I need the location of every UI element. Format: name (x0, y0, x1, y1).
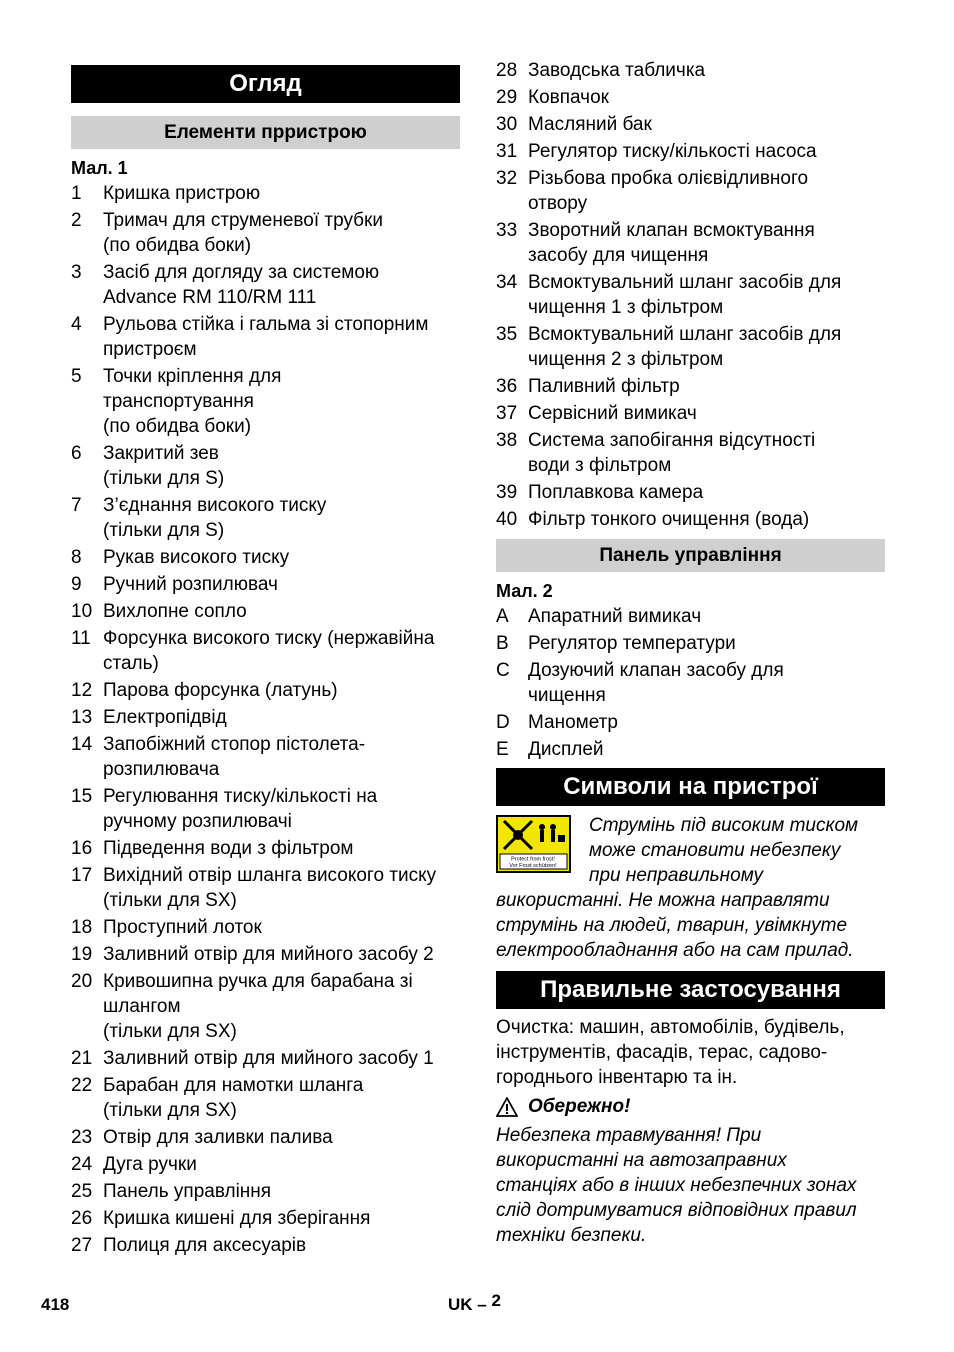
item-text-line: Система запобігання відсутності (528, 430, 816, 451)
item-text-line: сталь) (103, 653, 159, 674)
item-text (103, 364, 460, 439)
item-text (103, 915, 460, 940)
item-text-line: (тільки для S) (103, 520, 225, 541)
item-number: 12 (71, 680, 93, 701)
item-text-line: Панель управління (103, 1181, 272, 1202)
item-number: 10 (71, 601, 93, 622)
list-item (71, 626, 460, 676)
item-text (103, 599, 460, 624)
item-number: 4 (71, 314, 82, 335)
item-text-line: Проступний лоток (103, 917, 262, 938)
item-text-line: отвору (528, 193, 588, 214)
list-item (71, 1073, 460, 1123)
item-number: 29 (496, 87, 518, 108)
item-text (103, 863, 460, 913)
list-item (496, 428, 885, 478)
caution-description (496, 1123, 885, 1248)
text-line: станціях або в інших небезпечних зонах (496, 1175, 857, 1196)
item-number: 28 (496, 60, 518, 81)
item-text (103, 1233, 460, 1258)
list-item (71, 942, 460, 967)
item-text-line: Форсунка високого тиску (нержавійна (103, 628, 435, 649)
list-item (496, 710, 885, 735)
item-text (103, 836, 460, 861)
list-item (71, 312, 460, 362)
item-text (528, 139, 885, 164)
item-text (103, 572, 460, 597)
item-text (528, 374, 885, 399)
list-item (496, 507, 885, 532)
page-footer-code (448, 1291, 501, 1315)
item-text (528, 85, 885, 110)
list-item (496, 166, 885, 216)
text-line: струмінь на людей, тварин, увімкнуте (496, 915, 848, 936)
section-title-overview: Огляд (71, 65, 460, 103)
item-text (528, 166, 885, 216)
item-text-line: Рукав високого тиску (103, 547, 290, 568)
item-text (103, 969, 460, 1044)
list-item (496, 401, 885, 426)
item-text-line: Різьбова пробка олієвідливного (528, 168, 809, 189)
item-text-line: засобу для чищення (528, 245, 709, 266)
list-item (496, 85, 885, 110)
item-text-line: Регулятор температури (528, 633, 736, 654)
list-item (71, 572, 460, 597)
item-text-line: Точки кріплення для (103, 366, 282, 387)
item-text-line: Вихідний отвір шланга високого тиску (103, 865, 437, 886)
section-title-symbols: Символи на пристрої (496, 768, 885, 806)
item-text (528, 737, 885, 762)
item-text-line: Зворотний клапан всмоктування (528, 220, 815, 241)
list-item (71, 493, 460, 543)
list-item (496, 112, 885, 137)
item-number: 25 (71, 1181, 93, 1202)
item-text-line: чищення (528, 685, 606, 706)
item-text-line: З’єднання високого тиску (103, 495, 327, 516)
item-text-line: води з фільтром (528, 455, 672, 476)
item-number: 9 (71, 574, 82, 595)
item-text (528, 58, 885, 83)
list-item (71, 915, 460, 940)
item-text (528, 480, 885, 505)
item-text-line: Електропідвід (103, 707, 227, 728)
list-item (71, 364, 460, 439)
item-text-line: Сервісний вимикач (528, 403, 697, 424)
item-text-line: розпилювача (103, 759, 220, 780)
item-text-line: Отвір для заливки палива (103, 1127, 333, 1148)
item-number: D (496, 712, 510, 733)
list-item (71, 1206, 460, 1231)
list-item (496, 631, 885, 656)
item-text-line: Advance RM 110/RM 111 (103, 287, 317, 308)
list-item (71, 863, 460, 913)
item-text-line: Регулювання тиску/кількості на (103, 786, 378, 807)
item-text-line: Кришка кишені для зберігання (103, 1208, 371, 1229)
list-item (496, 58, 885, 83)
list-item (496, 604, 885, 629)
text-line: Небезпека травмування! При (496, 1125, 762, 1146)
item-number: 1 (71, 183, 82, 204)
text-line: слід дотримуватися відповідних правил (496, 1200, 857, 1221)
item-text-line: чищення 1 з фільтром (528, 297, 724, 318)
section-title-proper-use: Правильне застосування (496, 971, 885, 1009)
caution-heading (496, 1094, 885, 1119)
item-number: 23 (71, 1127, 93, 1148)
item-text-line: Тримач для струменевої трубки (103, 210, 383, 231)
list-item (71, 1152, 460, 1177)
item-text (528, 270, 885, 320)
item-number: B (496, 633, 509, 654)
item-number: 35 (496, 324, 518, 345)
item-text (103, 312, 460, 362)
text-line: городнього інвентарю та ін. (496, 1067, 738, 1088)
left-column (71, 58, 460, 1260)
list-item (496, 322, 885, 372)
item-text-line: Кривошипна ручка для барабана зі (103, 971, 413, 992)
list-item (71, 1179, 460, 1204)
list-item (71, 545, 460, 570)
item-text-line: Манометр (528, 712, 618, 733)
item-text-line: Парова форсунка (латунь) (103, 680, 338, 701)
list-item (71, 441, 460, 491)
item-text (103, 1125, 460, 1150)
item-text-line: (тільки для SX) (103, 1100, 237, 1121)
item-text (528, 710, 885, 735)
item-text-line: Засіб для догляду за системою (103, 262, 380, 283)
item-number: 2 (71, 210, 82, 231)
item-text-line: ручному розпилювачі (103, 811, 292, 832)
list-item (71, 1046, 460, 1071)
list-item (496, 480, 885, 505)
item-text (103, 1179, 460, 1204)
item-text-line: Фільтр тонкого очищення (вода) (528, 509, 810, 530)
item-text-line: Барабан для намотки шланга (103, 1075, 364, 1096)
list-item (71, 208, 460, 258)
caution-label: Обережно! (528, 1096, 631, 1117)
list-item (496, 658, 885, 708)
item-number: 22 (71, 1075, 93, 1096)
item-text-line: Апаратний вимикач (528, 606, 702, 627)
item-text (103, 181, 460, 206)
item-text (103, 441, 460, 491)
item-number: 18 (71, 917, 93, 938)
text-line: Струмінь під високим тиском (589, 815, 859, 836)
device-elements-list (71, 181, 460, 1258)
control-panel-list (496, 604, 885, 762)
item-text (103, 545, 460, 570)
item-number: C (496, 660, 510, 681)
list-item (71, 181, 460, 206)
item-number: 8 (71, 547, 82, 568)
item-text (103, 942, 460, 967)
item-number: 30 (496, 114, 518, 135)
item-text-line: Всмоктувальний шланг засобів для (528, 272, 842, 293)
item-text-line: Паливний фільтр (528, 376, 680, 397)
list-item (71, 599, 460, 624)
item-text (103, 260, 460, 310)
list-item (71, 969, 460, 1044)
item-text (103, 1152, 460, 1177)
item-number: 11 (71, 628, 91, 649)
device-elements-list-continued (496, 58, 885, 532)
item-text (103, 678, 460, 703)
text-line: може становити небезпеку (589, 840, 841, 861)
item-text-line: шлангом (103, 996, 181, 1017)
item-number: 17 (71, 865, 93, 886)
item-number: 21 (71, 1048, 93, 1069)
text-line: інструментів, фасадів, терас, садово- (496, 1042, 828, 1063)
item-text (528, 507, 885, 532)
item-text-line: Рульова стійка і гальма зі стопорним (103, 314, 429, 335)
item-number: 38 (496, 430, 518, 451)
list-item (496, 374, 885, 399)
item-number: 37 (496, 403, 518, 424)
item-number: 24 (71, 1154, 93, 1175)
item-text-line: Заливний отвір для мийного засобу 2 (103, 944, 434, 965)
text-line: техніки безпеки. (496, 1225, 647, 1246)
item-text (103, 1046, 460, 1071)
item-text-line: Заливний отвір для мийного засобу 1 (103, 1048, 434, 1069)
item-number: 6 (71, 443, 82, 464)
item-number: 32 (496, 168, 518, 189)
item-number: 20 (71, 971, 93, 992)
item-text (528, 401, 885, 426)
item-number: 15 (71, 786, 93, 807)
item-number: 40 (496, 509, 518, 530)
sticker-text-1: Protect from frost! (511, 856, 555, 863)
item-text-line: Вихлопне сопло (103, 601, 247, 622)
item-text (103, 1073, 460, 1123)
item-number: 39 (496, 482, 518, 503)
list-item (71, 705, 460, 730)
list-item (71, 260, 460, 310)
item-number: 14 (71, 734, 93, 755)
list-item (71, 732, 460, 782)
item-text-line: (тільки для SX) (103, 1021, 237, 1042)
item-text-line: (тільки для S) (103, 468, 225, 489)
item-text-line: Заводська табличка (528, 60, 706, 81)
list-item (71, 678, 460, 703)
item-number: 5 (71, 366, 82, 387)
item-text (528, 428, 885, 478)
list-item (496, 218, 885, 268)
item-text (528, 322, 885, 372)
item-text-line: Дисплей (528, 739, 604, 760)
item-text-line: Кришка пристрою (103, 183, 261, 204)
item-text-line: (по обидва боки) (103, 235, 252, 256)
item-number: 27 (71, 1235, 93, 1256)
symbols-block (496, 813, 885, 963)
item-text (103, 493, 460, 543)
subsection-title-control-panel: Панель управління (496, 539, 885, 572)
item-text-line: Поплавкова камера (528, 482, 704, 503)
footer-dash: – (477, 1295, 487, 1314)
figure-label: Мал. 1 (71, 158, 128, 178)
usage-description (496, 1015, 885, 1090)
list-item (71, 1233, 460, 1258)
text-line: електрообладнання або на сам прилад. (496, 940, 854, 961)
item-text (103, 732, 460, 782)
item-number: A (496, 606, 509, 627)
page-number: 418 (41, 1295, 70, 1314)
item-text-line: Всмоктувальний шланг засобів для (528, 324, 842, 345)
item-text-line: Полиця для аксесуарів (103, 1235, 307, 1256)
item-text-line: пристроєм (103, 339, 197, 360)
item-number: 36 (496, 376, 518, 397)
item-text-line: Підведення води з фільтром (103, 838, 354, 859)
subsection-title-device-elements: Елементи прристрою (71, 116, 460, 149)
item-text-line: чищення 2 з фільтром (528, 349, 724, 370)
item-number: 19 (71, 944, 93, 965)
item-number: 26 (71, 1208, 93, 1229)
text-line: при неправильному (589, 865, 764, 886)
item-text-line: Дозуючий клапан засобу для (528, 660, 784, 681)
item-number: 33 (496, 220, 518, 241)
sticker-text-2: Vor Frost schützen! (509, 863, 557, 869)
item-text-line: Ручний розпилювач (103, 574, 278, 595)
item-text-line: (по обидва боки) (103, 416, 252, 437)
item-text (528, 631, 885, 656)
item-text-line: (тільки для SX) (103, 890, 237, 911)
item-text-line: Масляний бак (528, 114, 652, 135)
item-text (528, 218, 885, 268)
list-item (496, 139, 885, 164)
item-text (103, 626, 460, 676)
list-item (71, 1125, 460, 1150)
list-item (496, 737, 885, 762)
item-text (528, 604, 885, 629)
item-text (528, 112, 885, 137)
pressure-warning-sticker-icon (496, 815, 571, 873)
item-number: E (496, 739, 509, 760)
item-text-line: Дуга ручки (103, 1154, 197, 1175)
right-column (496, 58, 885, 1248)
item-number: 13 (71, 707, 93, 728)
item-text (103, 705, 460, 730)
item-number: 7 (71, 495, 82, 516)
text-line: використанні. Не можна направляти (496, 890, 830, 911)
item-number: 34 (496, 272, 518, 293)
item-text (103, 208, 460, 258)
figure-label-panel: Мал. 2 (496, 581, 553, 601)
item-text-line: Запобіжний стопор пістолета- (103, 734, 366, 755)
item-text-line: Ковпачок (528, 87, 609, 108)
text-line: Очистка: машин, автомобілів, будівель, (496, 1017, 845, 1038)
item-number: 3 (71, 262, 82, 283)
item-number: 16 (71, 838, 93, 859)
language-code: UK (448, 1295, 473, 1314)
text-line: використанні на автозаправних (496, 1150, 787, 1171)
item-text (528, 658, 885, 708)
list-item (496, 270, 885, 320)
item-text-line: транспортування (103, 391, 254, 412)
item-text (103, 1206, 460, 1231)
item-text-line: Закритий зев (103, 443, 219, 464)
item-text (103, 784, 460, 834)
item-number: 31 (496, 141, 518, 162)
local-page-number: 2 (491, 1291, 501, 1310)
list-item (71, 836, 460, 861)
item-text-line: Регулятор тиску/кількості насоса (528, 141, 817, 162)
list-item (71, 784, 460, 834)
warning-triangle-icon (496, 1097, 518, 1117)
